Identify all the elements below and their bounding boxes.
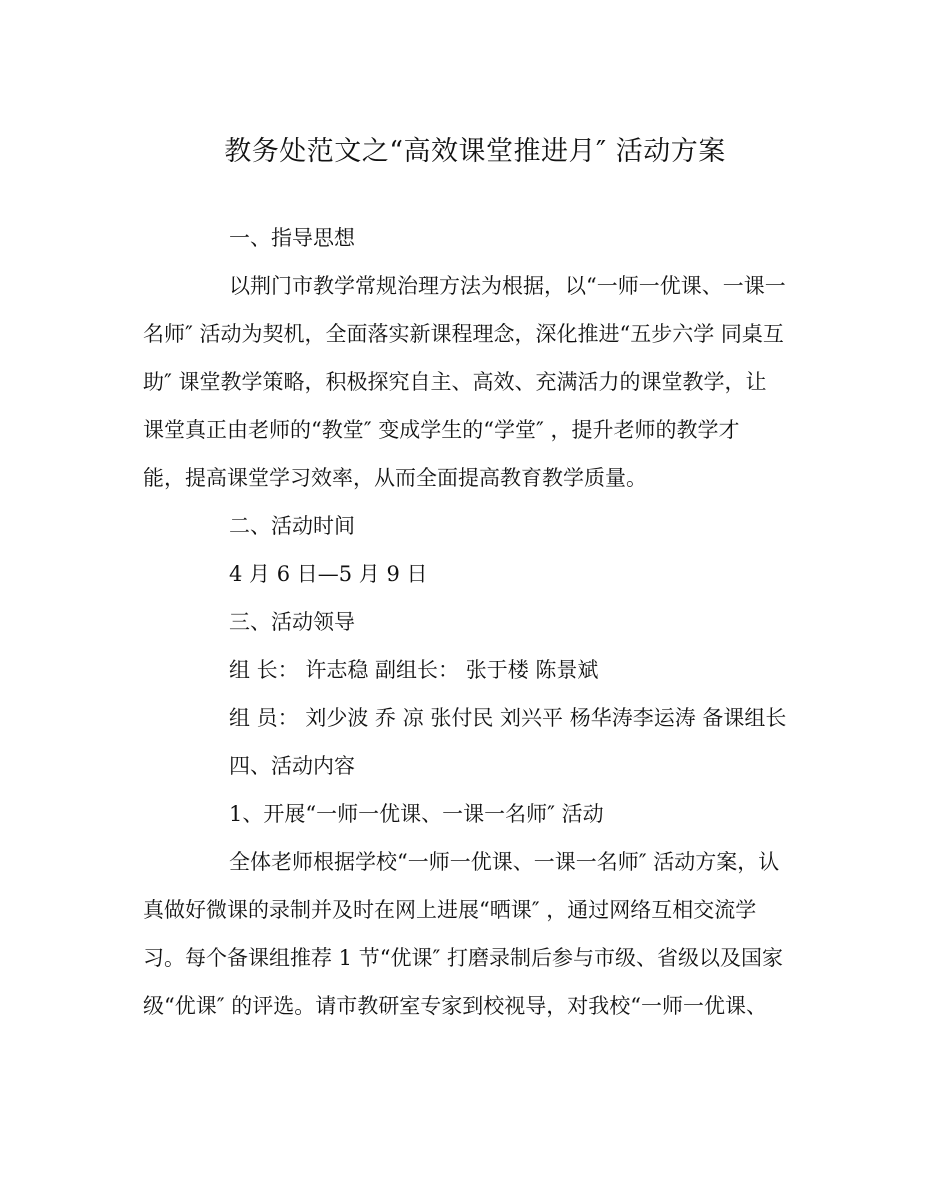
paragraph-line: 能，提高课堂学习效率，从而全面提高教育教学质量。: [143, 466, 647, 490]
activity-date-range: 4 月 6 日—5 月 9 日: [229, 562, 428, 586]
heading-activity-content: 四、活动内容: [229, 754, 355, 778]
paragraph-line: 全体老师根据学校“一师一优课、一课一名师″ 活动方案，认: [229, 850, 780, 874]
paragraph-line: 级“优课″ 的评选。请市教研室专家到校视导，对我校“一师一优课、: [143, 994, 767, 1018]
member-line: 组 员： 刘少波 乔 凉 张付民 刘兴平 杨华涛李运涛 备课组长: [229, 706, 787, 730]
heading-activity-time: 二、活动时间: [229, 514, 355, 538]
paragraph-line: 习。每个备课组推荐 1 节“优课″ 打磨录制后参与市级、省级以及国家: [143, 946, 783, 970]
paragraph-line: 真做好微课的录制并及时在网上进展“晒课″ ，通过网络互相交流学: [143, 898, 757, 922]
paragraph-line: 助″ 课堂教学策略，积极探究自主、高效、充满活力的课堂教学，让: [143, 370, 767, 394]
paragraph-line: 课堂真正由老师的“教堂″ 变成学生的“学堂″ ，提升老师的教学才: [143, 418, 740, 442]
paragraph-line: 名师″ 活动为契机，全面落实新课程理念，深化推进“五步六学 同桌互: [143, 322, 784, 346]
leader-line: 组 长： 许志稳 副组长： 张于楼 陈景斌: [229, 658, 599, 682]
heading-guiding-thought: 一、指导思想: [229, 226, 355, 250]
document-title: 教务处范文之“高效课堂推进月″ 活动方案: [224, 136, 726, 167]
paragraph-line: 以荆门市教学常规治理方法为根据，以“一师一优课、一课一: [229, 274, 786, 298]
heading-activity-leadership: 三、活动领导: [229, 610, 355, 634]
subheading-item-1: 1、开展“一师一优课、一课一名师″ 活动: [229, 802, 604, 826]
